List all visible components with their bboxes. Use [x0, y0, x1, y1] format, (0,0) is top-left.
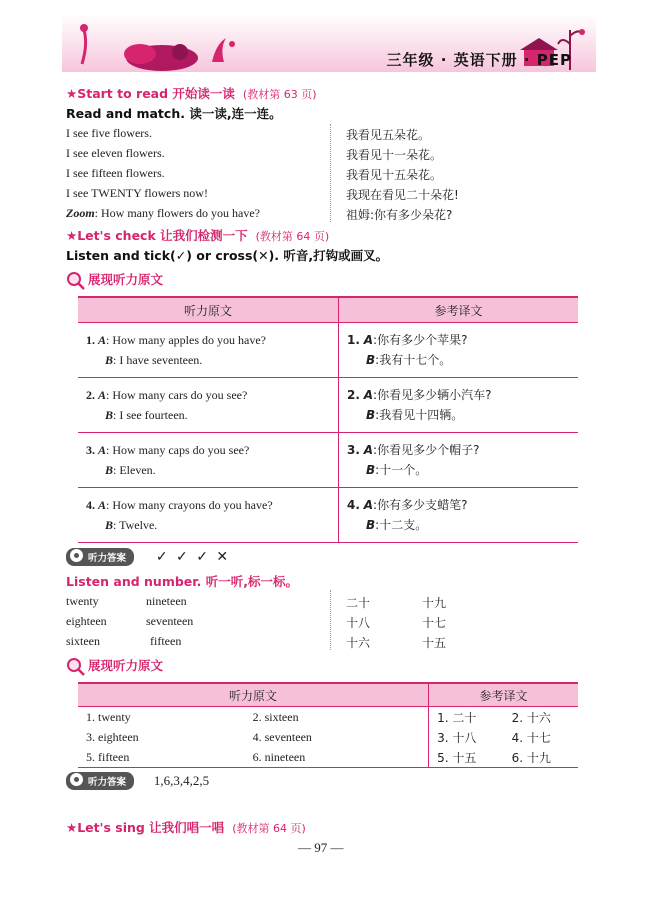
transcript-table-2 — [78, 682, 578, 768]
original-cell — [78, 378, 339, 433]
original-cell — [78, 323, 339, 378]
column-divider — [330, 590, 331, 650]
transcript-heading-2 — [66, 656, 163, 677]
answer-row-1 — [66, 548, 230, 566]
star-icon: ★ — [66, 820, 78, 835]
magnifier-icon — [66, 657, 88, 677]
cn-line: 我看见五朵花。 — [346, 128, 431, 142]
start-to-read-heading — [66, 84, 317, 102]
col-translation-header: 参考译文 — [339, 297, 579, 323]
speaker-b: B — [366, 518, 376, 532]
cell: 1. 二十 — [429, 707, 504, 728]
answer-cn: :十一个。 — [375, 463, 428, 477]
speaker-a: A — [363, 443, 374, 457]
cell: 2. sixteen — [252, 709, 299, 724]
table-row — [78, 378, 578, 433]
cn-word: 二十 — [346, 596, 371, 610]
question-line — [86, 385, 330, 405]
item-number: 3. — [347, 443, 360, 457]
cell: 2. 十六 — [511, 710, 551, 725]
cn-word: 十六 — [346, 636, 371, 650]
speaker-a: A — [98, 498, 107, 512]
en-line: I see five flowers. — [66, 126, 152, 140]
table-row — [78, 433, 578, 488]
transcript-table-1 — [78, 296, 578, 543]
table-row — [78, 488, 578, 543]
answer-line — [86, 460, 330, 480]
speaker-b: B — [366, 408, 376, 422]
speaker-b: B — [105, 408, 114, 422]
col-translation-header: 参考译文 — [429, 683, 578, 707]
column-divider — [330, 124, 331, 222]
answer-badge: 听力答案 — [66, 772, 134, 790]
question-translation — [347, 495, 570, 515]
answer-text: : I see fourteen. — [113, 408, 188, 422]
item-number: 2. — [347, 388, 360, 402]
en-word: eighteen — [66, 614, 107, 628]
original-cell — [78, 488, 339, 543]
speaker-b: B — [105, 463, 114, 477]
transcript-heading-1 — [66, 270, 163, 291]
answer-cn: :十二支。 — [375, 518, 428, 532]
answer-badge: 听力答案 — [66, 548, 134, 566]
question-cn: :你看见多少辆小汽车? — [373, 388, 492, 402]
en-line: I see fifteen flowers. — [66, 166, 165, 180]
question-cn: :你有多少支蜡笔? — [373, 498, 468, 512]
cn-line: 我看见十一朵花。 — [346, 148, 443, 162]
speaker-b: B — [105, 518, 114, 532]
item-number: 1. — [347, 333, 360, 347]
en-line: I see TWENTY flowers now! — [66, 186, 208, 200]
answer-marks: ✓ ✓ ✓ ✕ — [155, 549, 231, 565]
cell: 6. nineteen — [245, 747, 429, 768]
col-original-header: 听力原文 — [78, 683, 429, 707]
answer-text: : Twelve. — [113, 518, 158, 532]
cell: 3. 十八 — [429, 727, 504, 747]
item-number: 4. — [86, 498, 95, 512]
cell: 5. 十五 — [429, 747, 504, 768]
zoom-question: : How many flowers do you have? — [94, 206, 260, 220]
answer-line — [86, 405, 330, 425]
question-translation — [347, 330, 570, 350]
tick-cross-instruction: Listen and tick(✓) or cross(✕). 听音,打钩或画叉。 — [66, 248, 389, 263]
transcript-heading-text: 展现听力原文 — [88, 272, 164, 287]
translation-cell — [339, 378, 579, 433]
speaker-a: A — [98, 333, 107, 347]
en-word: sixteen — [66, 634, 100, 648]
start-to-read-title: Start to read 开始读一读 — [77, 86, 235, 101]
zoom-speaker: Zoom — [66, 206, 95, 220]
answer-cn: :我看见十四辆。 — [375, 408, 464, 422]
speaker-a: A — [363, 388, 374, 402]
question-line — [86, 495, 330, 515]
question-line — [86, 440, 330, 460]
col-original-header: 听力原文 — [78, 297, 339, 323]
lets-sing-heading — [66, 818, 306, 836]
table-row — [78, 747, 578, 768]
zoom-line — [66, 206, 260, 221]
answer-sequence: 1,6,3,4,2,5 — [153, 773, 210, 788]
question-cn: :你有多少个苹果? — [373, 333, 468, 347]
question-cn: :你看见多少个帽子? — [373, 443, 480, 457]
question-line — [86, 330, 330, 350]
cell: 3. eighteen — [86, 729, 139, 744]
speaker-a: A — [98, 388, 107, 402]
lets-check-heading — [66, 226, 329, 244]
item-number: 3. — [86, 443, 95, 457]
star-icon: ★ — [66, 86, 78, 101]
translation-cell — [339, 433, 579, 488]
original-cell — [78, 433, 339, 488]
question-text: : How many apples do you have? — [106, 333, 266, 347]
en-word: seventeen — [146, 614, 194, 628]
question-translation — [347, 440, 570, 460]
answer-translation — [347, 460, 570, 480]
star-icon: ★ — [66, 228, 78, 243]
cell: 6. 十九 — [504, 747, 578, 768]
cn-word: 十五 — [422, 636, 447, 650]
cn-word: 十七 — [422, 616, 447, 630]
translation-cell — [339, 323, 579, 378]
cell: 1. twenty — [86, 709, 131, 724]
item-number: 4. — [347, 498, 360, 512]
start-to-read-ref: (教材第 63 页) — [242, 88, 317, 101]
cell: 5. fifteen — [78, 747, 245, 768]
answer-row-2 — [66, 772, 209, 790]
speaker-a: A — [363, 498, 374, 512]
cn-word: 十九 — [422, 596, 447, 610]
answer-translation — [347, 405, 570, 425]
magnifier-icon — [66, 271, 88, 291]
cn-word: 十八 — [346, 616, 371, 630]
page-number: — 97 — — [298, 840, 344, 855]
table-row — [78, 707, 578, 728]
en-word: fifteen — [150, 634, 182, 648]
en-word: twenty — [66, 594, 99, 608]
question-translation — [347, 385, 570, 405]
answer-cn: :我有十七个。 — [375, 353, 452, 367]
lets-check-ref: (教材第 64 页) — [255, 230, 330, 243]
question-text: : How many caps do you see? — [106, 443, 250, 457]
answer-translation — [347, 515, 570, 535]
listen-number-instruction: Listen and number. 听一听,标一标。 — [66, 574, 299, 589]
en-line: I see eleven flowers. — [66, 146, 165, 160]
cell: 4. 十七 — [511, 730, 551, 745]
read-match-instruction: Read and match. 读一读,连一连。 — [66, 106, 282, 121]
transcript-heading-text: 展现听力原文 — [88, 658, 164, 673]
answer-translation — [347, 350, 570, 370]
answer-text: : Eleven. — [113, 463, 156, 477]
cell: 4. seventeen — [252, 729, 312, 744]
speaker-a: A — [363, 333, 374, 347]
speaker-b: B — [366, 463, 376, 477]
item-number: 2. — [86, 388, 95, 402]
answer-text: : I have seventeen. — [113, 353, 203, 367]
cn-line: 祖姆:你有多少朵花? — [346, 208, 453, 222]
answer-line — [86, 350, 330, 370]
speaker-b: B — [366, 353, 376, 367]
cn-line: 我看见十五朵花。 — [346, 168, 443, 182]
lets-sing-ref: (教材第 64 页) — [232, 822, 306, 835]
question-text: : How many crayons do you have? — [106, 498, 273, 512]
cn-line: 我现在看见二十朵花! — [346, 188, 459, 202]
question-text: : How many cars do you see? — [106, 388, 248, 402]
lets-sing-title: Let's sing 让我们唱一唱 — [77, 820, 225, 835]
translation-cell — [339, 488, 579, 543]
table-row — [78, 323, 578, 378]
book-title: 三年级 · 英语下册 · PEP — [386, 51, 572, 69]
speaker-b: B — [105, 353, 114, 367]
page-header-banner — [62, 14, 596, 72]
speaker-a: A — [98, 443, 107, 457]
en-word: nineteen — [146, 594, 187, 608]
item-number: 1. — [86, 333, 95, 347]
lets-check-title: Let's check 让我们检测一下 — [77, 228, 248, 243]
answer-line — [86, 515, 330, 535]
table-row — [78, 727, 578, 747]
